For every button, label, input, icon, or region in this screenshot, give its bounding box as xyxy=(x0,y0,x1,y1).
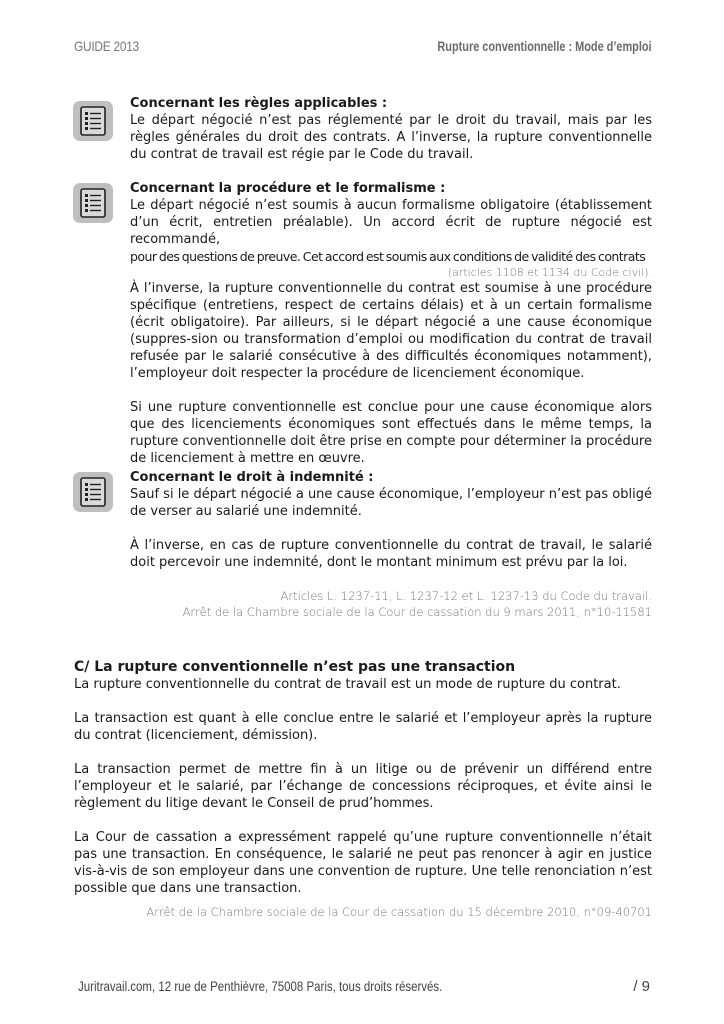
block-title: Concernant le droit à indemnité : xyxy=(130,470,374,485)
document-title: Rupture conventionnelle : Mode d’emploi xyxy=(437,38,652,54)
reference-arret-2010: Arrêt de la Chambre sociale de la Cour de cassation du 15 décembre 2010, n°09-40701 xyxy=(146,905,652,919)
block-procedure-formalisme xyxy=(130,180,652,467)
block-title: Concernant la procédure et le formalisme : xyxy=(130,181,446,196)
list-icon xyxy=(73,183,113,223)
block-paragraph: Le départ négocié n’est soumis à aucun formalisme obligatoire (établissement d’un écrit, entretien préalable). Un accord écrit de rupture négocié est recommandé, xyxy=(130,198,652,247)
block-droit-indemnite xyxy=(130,469,652,620)
block-paragraph: Sauf si le départ négocié a une cause économique, l’employeur n’est pas obligé de verser au salarié une indemnité. xyxy=(130,487,652,519)
block-paragraph: À l’inverse, la rupture conventionnelle du contrat est soumise à une procédure spécifique (entretiens, respect de certains délais) et à un certain formalisme (écrit obligatoire). Par ailleurs, si le départ négocié a une cause économique (suppres-sion ou transformation d’emploi ou modification du contrat de travail refusée par le salarié consécutive à des difficultés économiques notamment), l’employeur doit respecter la procédure de licenciement économique. xyxy=(130,281,652,381)
section-c xyxy=(74,658,652,920)
list-icon xyxy=(73,101,113,141)
block-paragraph: Si une rupture conventionnelle est conclue pour une cause économique alors que des licenciements économiques sont effectués dans le même temps, la rupture conventionnelle doit être prise en compte pour déterminer la procédure de licenciement à mettre en œuvre. xyxy=(130,400,652,466)
section-heading: C/ La rupture conventionnelle n’est pas une transaction xyxy=(74,659,516,675)
block-paragraph: pour des questions de preuve. Cet accord est soumis aux conditions de validité des contrats xyxy=(130,249,646,264)
section-paragraph: La transaction est quant à elle conclue entre le salarié et l’employeur après la rupture du contrat (licenciement, démission). xyxy=(74,711,652,743)
reference-code-travail: Articles L. 1237-11, L. 1237-12 et L. 1237-13 du Code du travail. xyxy=(280,589,652,603)
footer-copyright: Juritravail.com, 12 rue de Penthièvre, 75008 Paris, tous droits réservés. xyxy=(78,978,443,994)
block-paragraph: Le départ négocié n’est pas réglementé par le droit du travail, mais par les règles générales du droit des contrats. A l’inverse, la rupture conventionnelle du contrat de travail est régie par le Code du travail. xyxy=(130,113,652,162)
block-paragraph: À l’inverse, en cas de rupture conventionnelle du contrat de travail, le salarié doit percevoir une indemnité, dont le montant minimum est prévu par la loi. xyxy=(130,538,652,570)
reference-code-civil: (articles 1108 et 1134 du Code civil). xyxy=(447,266,652,279)
section-paragraph: La rupture conventionnelle du contrat de travail est un mode de rupture du contrat. xyxy=(74,677,621,692)
guide-label: GUIDE 2013 xyxy=(74,38,139,54)
reference-arret-2011: Arrêt de la Chambre sociale de la Cour de cassation du 9 mars 2011, n°10-11581 xyxy=(182,605,652,619)
page-number: / 9 xyxy=(633,978,650,995)
section-paragraph: La Cour de cassation a expressément rappelé qu’une rupture conventionnelle n’était pas une transaction. En conséquence, le salarié ne peut pas renoncer à agir en justice vis-à-vis de son employeur dans une convention de rupture. Une telle renonciation n’est possible que dans une transaction. xyxy=(74,830,652,896)
section-paragraph: La transaction permet de mettre fin à un litige ou de prévenir un différend entre l’employeur et le salarié, par l’échange de concessions réciproques, et évite ainsi le règlement du litige devant le Conseil de prud’hommes. xyxy=(74,762,652,811)
block-regles-applicables xyxy=(130,95,652,163)
block-title: Concernant les règles applicables : xyxy=(130,96,388,111)
list-icon xyxy=(73,472,113,512)
